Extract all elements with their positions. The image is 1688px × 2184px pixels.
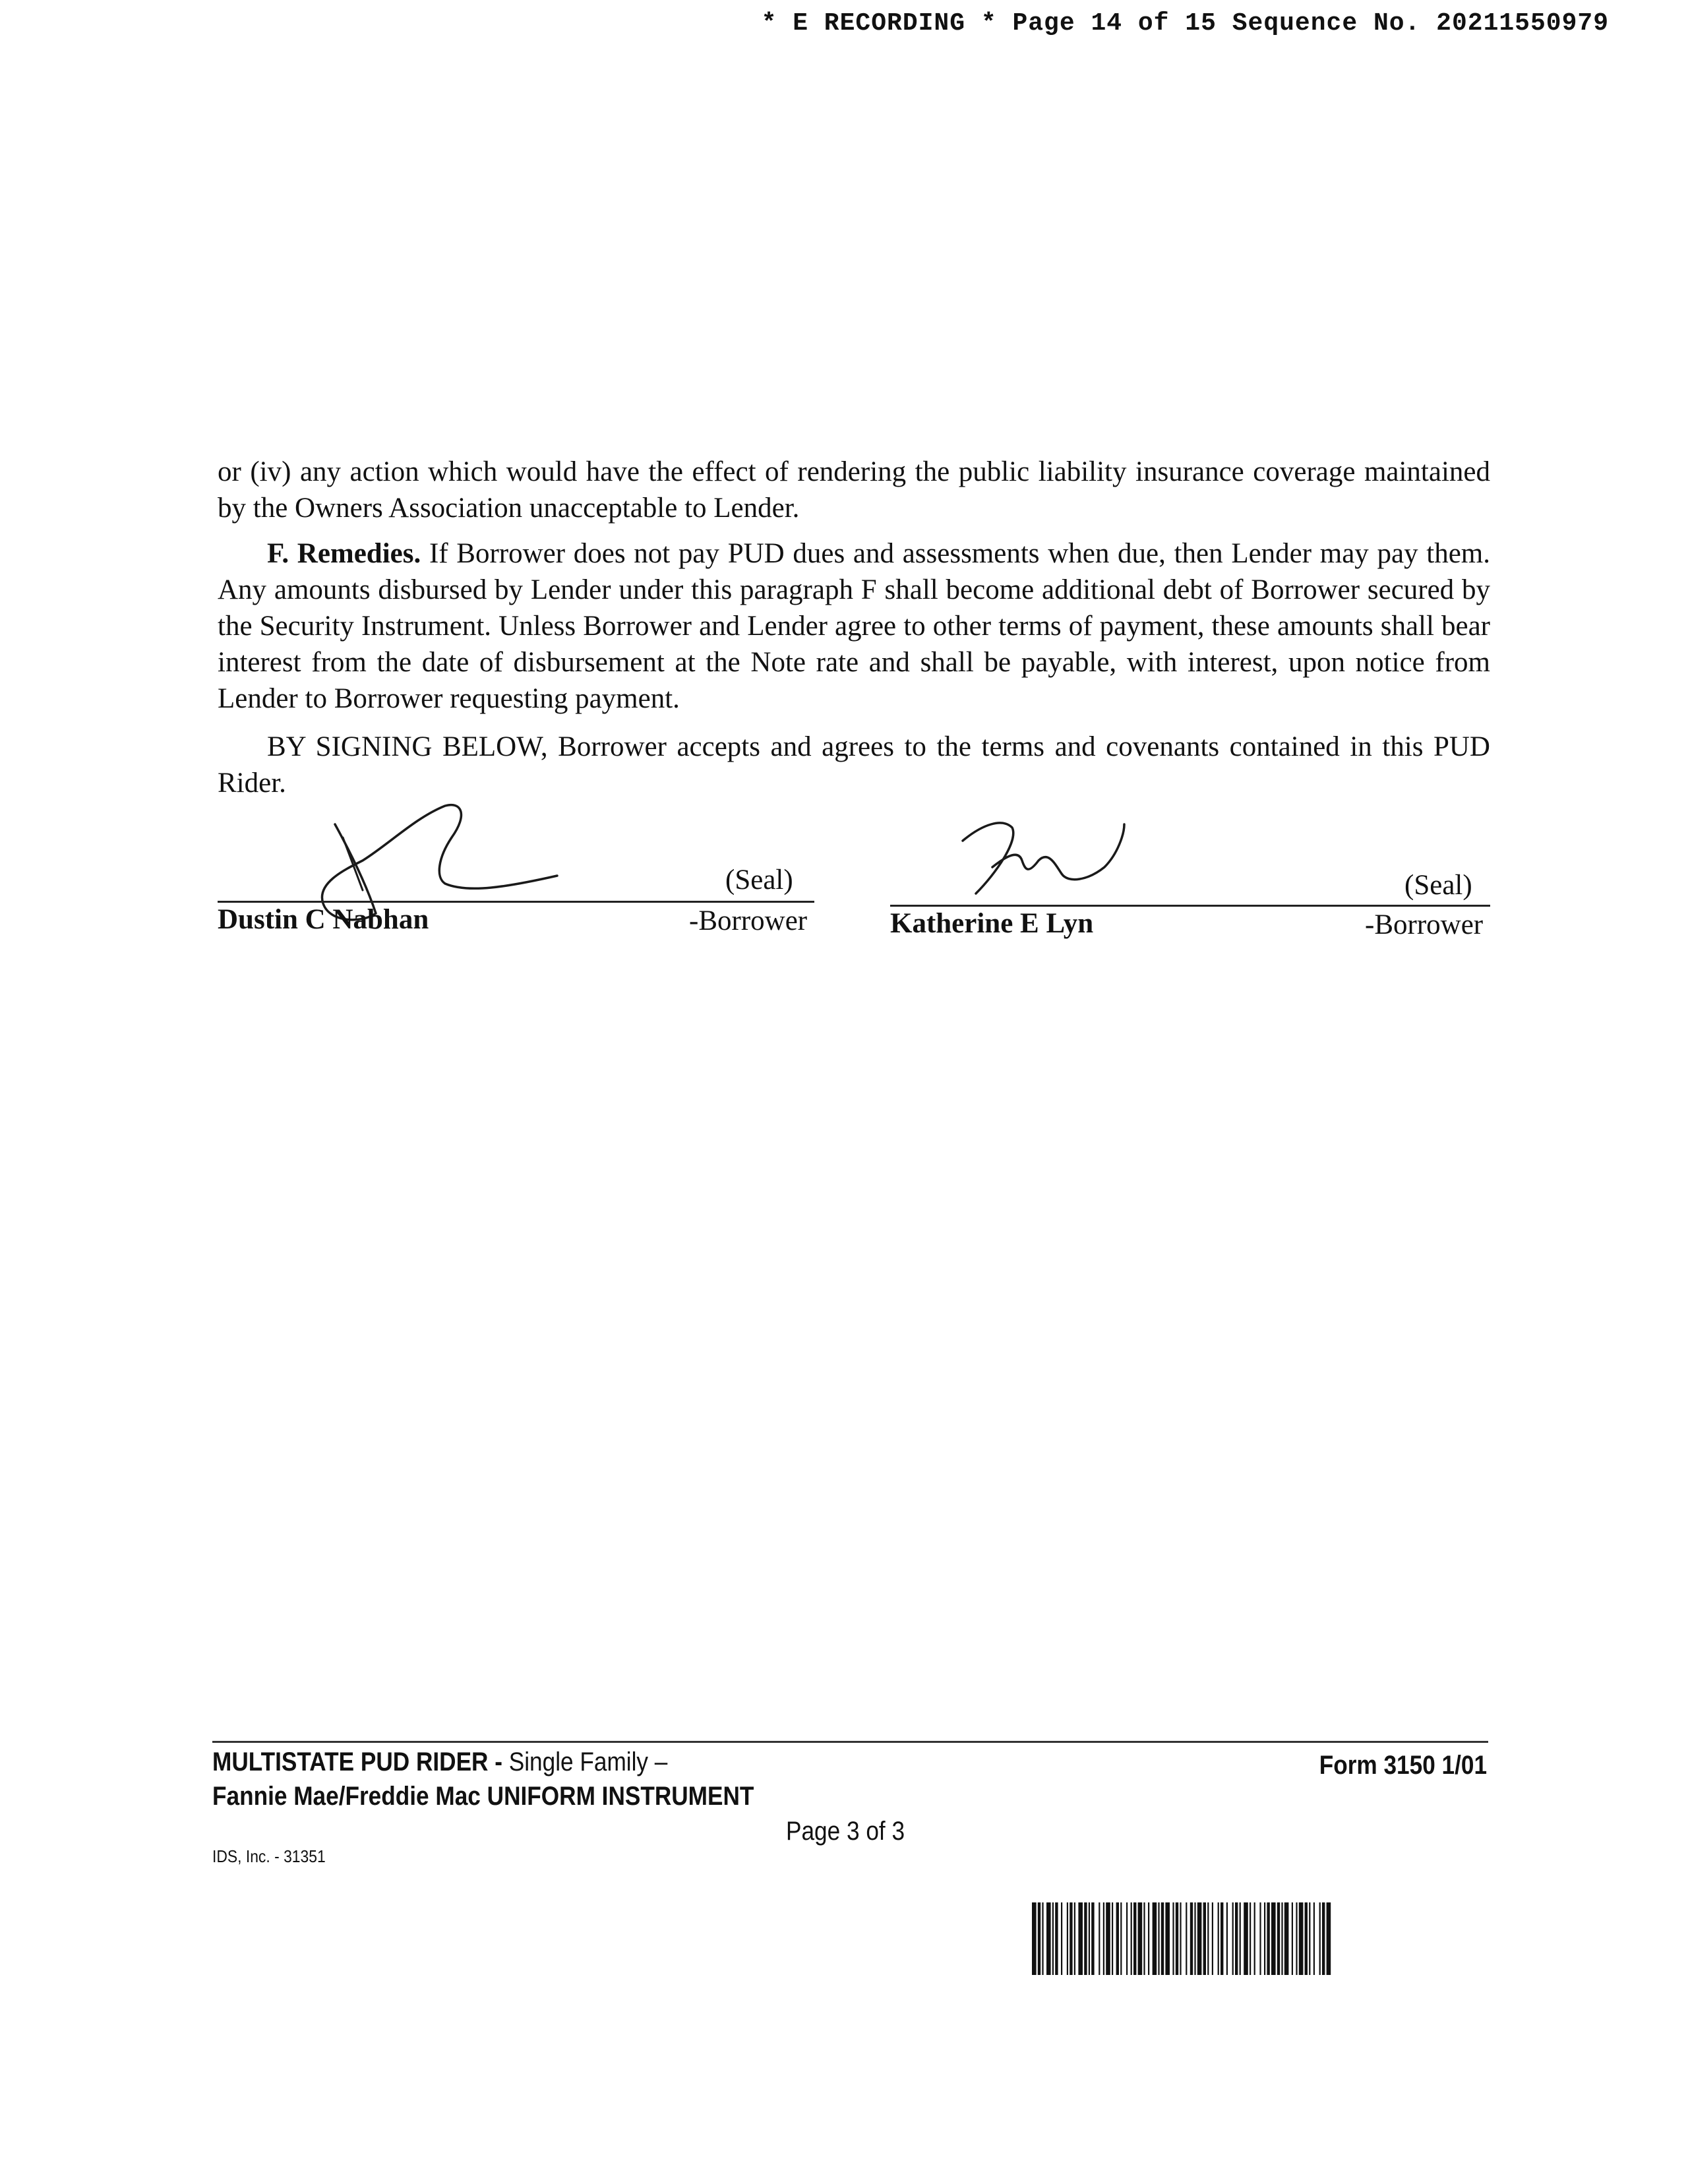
- borrower-role-1: -Borrower: [689, 905, 808, 936]
- seal-label-1: (Seal): [725, 864, 793, 895]
- handwritten-signature-2: [956, 814, 1154, 913]
- signature-line-2: [890, 905, 1490, 907]
- page-number: Page 3 of 3: [786, 1817, 905, 1846]
- seal-label-2: (Seal): [1404, 870, 1472, 901]
- footer-rule: [212, 1741, 1488, 1743]
- footer-subtitle: Fannie Mae/Freddie Mac UNIFORM INSTRUMENT: [212, 1782, 754, 1811]
- ids-code: IDS, Inc. - 31351: [212, 1846, 326, 1866]
- footer-form-title: [212, 1747, 667, 1777]
- borrower-role-2: -Borrower: [1365, 909, 1484, 940]
- form-number: Form 3150 1/01: [1319, 1751, 1487, 1780]
- paragraph-signing: BY SIGNING BELOW, Borrower accepts and agrees to the terms and covenants contained in this PUD Rider.: [218, 731, 1490, 799]
- remedies-heading: F. Remedies.: [267, 538, 421, 569]
- barcode: [1032, 1902, 1488, 1975]
- paragraph-iv-continuation: or (iv) any action which would have the effect of rendering the public liability insurance coverage maintained by the Owners Association unacceptable to Lender.: [218, 456, 1490, 524]
- borrower-name-1: Dustin C Nabhan: [218, 904, 429, 935]
- remedies-text: If Borrower does not pay PUD dues and assessments when due, then Lender may pay them. Any amounts disbursed by Lender under this paragraph F shall become additional debt of Borrower secured by the Security Instrument. Unless Borrower and Lender agree to other terms of payment, these amounts shall bear interest from the date of disbursement at the Note rate and shall be payable, with interest, upon notice from Lender to Borrower requesting payment.: [218, 538, 1491, 714]
- signature-line-1: [218, 901, 814, 903]
- paragraph-remedies: [218, 535, 1490, 717]
- recording-header: * E RECORDING * Page 14 of 15 Sequence No. 20211550979: [761, 9, 1609, 38]
- footer-title-rest: Single Family –: [502, 1747, 668, 1776]
- borrower-name-2: Katherine E Lyn: [890, 908, 1094, 939]
- footer-title-bold: MULTISTATE PUD RIDER -: [212, 1747, 502, 1776]
